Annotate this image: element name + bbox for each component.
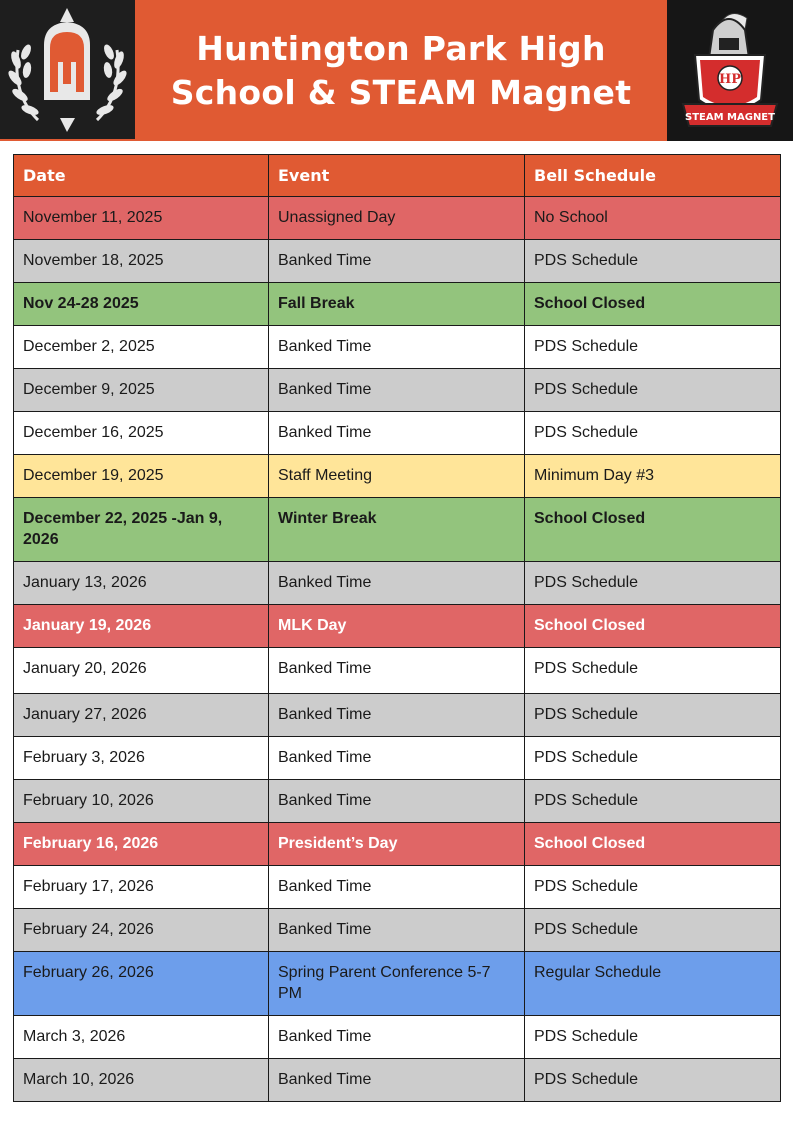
cell-date: December 22, 2025 -Jan 9, 2026 — [14, 498, 269, 562]
cell-event: Banked Time — [269, 1059, 525, 1102]
cell-date: March 3, 2026 — [14, 1016, 269, 1059]
table-row — [14, 240, 781, 283]
cell-date: January 20, 2026 — [14, 648, 269, 694]
cell-bell-schedule: PDS Schedule — [525, 412, 781, 455]
cell-bell-schedule: Minimum Day #3 — [525, 455, 781, 498]
cell-bell-schedule: School Closed — [525, 605, 781, 648]
cell-date: Nov 24-28 2025 — [14, 283, 269, 326]
cell-event: Banked Time — [269, 648, 525, 694]
table-row — [14, 952, 781, 1016]
cell-bell-schedule: PDS Schedule — [525, 909, 781, 952]
cell-date: January 19, 2026 — [14, 605, 269, 648]
column-header-bell-schedule: Bell Schedule — [525, 155, 781, 197]
school-title-line-1: Huntington Park High — [196, 28, 606, 68]
cell-event: Banked Time — [269, 562, 525, 605]
school-title-line-2: School & STEAM Magnet — [170, 72, 632, 112]
cell-event: Banked Time — [269, 1016, 525, 1059]
cell-bell-schedule: PDS Schedule — [525, 1059, 781, 1102]
cell-date: November 18, 2025 — [14, 240, 269, 283]
cell-event: Banked Time — [269, 326, 525, 369]
table-row — [14, 823, 781, 866]
cell-event: Banked Time — [269, 780, 525, 823]
cell-date: January 13, 2026 — [14, 562, 269, 605]
table-row — [14, 605, 781, 648]
table-row — [14, 1016, 781, 1059]
cell-event: Winter Break — [269, 498, 525, 562]
table-row — [14, 780, 781, 823]
table-row — [14, 1059, 781, 1102]
cell-date: February 3, 2026 — [14, 737, 269, 780]
cell-event: Banked Time — [269, 369, 525, 412]
cell-date: December 2, 2025 — [14, 326, 269, 369]
spartan-steam-magnet-crest-icon — [667, 0, 793, 141]
crest-initials: HP — [718, 72, 742, 87]
cell-event: MLK Day — [269, 605, 525, 648]
cell-bell-schedule: PDS Schedule — [525, 240, 781, 283]
table-row — [14, 866, 781, 909]
cell-date: December 19, 2025 — [14, 455, 269, 498]
school-title-banner — [135, 0, 667, 141]
cell-bell-schedule: PDS Schedule — [525, 648, 781, 694]
table-row — [14, 412, 781, 455]
crest-ribbon-text: STEAM MAGNET — [685, 112, 775, 123]
cell-bell-schedule: School Closed — [525, 498, 781, 562]
table-row — [14, 369, 781, 412]
cell-bell-schedule: PDS Schedule — [525, 694, 781, 737]
cell-date: January 27, 2026 — [14, 694, 269, 737]
cell-bell-schedule: PDS Schedule — [525, 866, 781, 909]
table-row — [14, 197, 781, 240]
header-divider — [0, 139, 135, 141]
table-row — [14, 455, 781, 498]
schedule-table — [13, 154, 781, 1102]
cell-event: President’s Day — [269, 823, 525, 866]
cell-date: December 9, 2025 — [14, 369, 269, 412]
cell-bell-schedule: PDS Schedule — [525, 369, 781, 412]
cell-event: Fall Break — [269, 283, 525, 326]
cell-event: Banked Time — [269, 694, 525, 737]
cell-bell-schedule: PDS Schedule — [525, 562, 781, 605]
table-row — [14, 283, 781, 326]
column-header-event: Event — [269, 155, 525, 197]
table-header-row — [14, 155, 781, 197]
cell-bell-schedule: PDS Schedule — [525, 780, 781, 823]
cell-date: February 10, 2026 — [14, 780, 269, 823]
cell-event: Banked Time — [269, 866, 525, 909]
cell-date: February 17, 2026 — [14, 866, 269, 909]
table-row — [14, 498, 781, 562]
page-header — [0, 0, 793, 141]
cell-event: Unassigned Day — [269, 197, 525, 240]
table-row — [14, 562, 781, 605]
table-row — [14, 648, 781, 694]
spartan-helmet-laurel-icon — [0, 0, 135, 141]
cell-date: February 26, 2026 — [14, 952, 269, 1016]
cell-date: February 16, 2026 — [14, 823, 269, 866]
table-row — [14, 326, 781, 369]
cell-bell-schedule: PDS Schedule — [525, 737, 781, 780]
cell-event: Banked Time — [269, 909, 525, 952]
cell-date: November 11, 2025 — [14, 197, 269, 240]
cell-event: Banked Time — [269, 240, 525, 283]
cell-bell-schedule: PDS Schedule — [525, 326, 781, 369]
cell-event: Staff Meeting — [269, 455, 525, 498]
cell-event: Banked Time — [269, 412, 525, 455]
table-row — [14, 737, 781, 780]
cell-bell-schedule: School Closed — [525, 823, 781, 866]
column-header-date: Date — [14, 155, 269, 197]
cell-bell-schedule: PDS Schedule — [525, 1016, 781, 1059]
cell-bell-schedule: School Closed — [525, 283, 781, 326]
cell-bell-schedule: No School — [525, 197, 781, 240]
table-row — [14, 909, 781, 952]
cell-date: March 10, 2026 — [14, 1059, 269, 1102]
cell-date: December 16, 2025 — [14, 412, 269, 455]
cell-event: Spring Parent Conference 5-7 PM — [269, 952, 525, 1016]
cell-date: February 24, 2026 — [14, 909, 269, 952]
cell-bell-schedule: Regular Schedule — [525, 952, 781, 1016]
cell-event: Banked Time — [269, 737, 525, 780]
table-row — [14, 694, 781, 737]
